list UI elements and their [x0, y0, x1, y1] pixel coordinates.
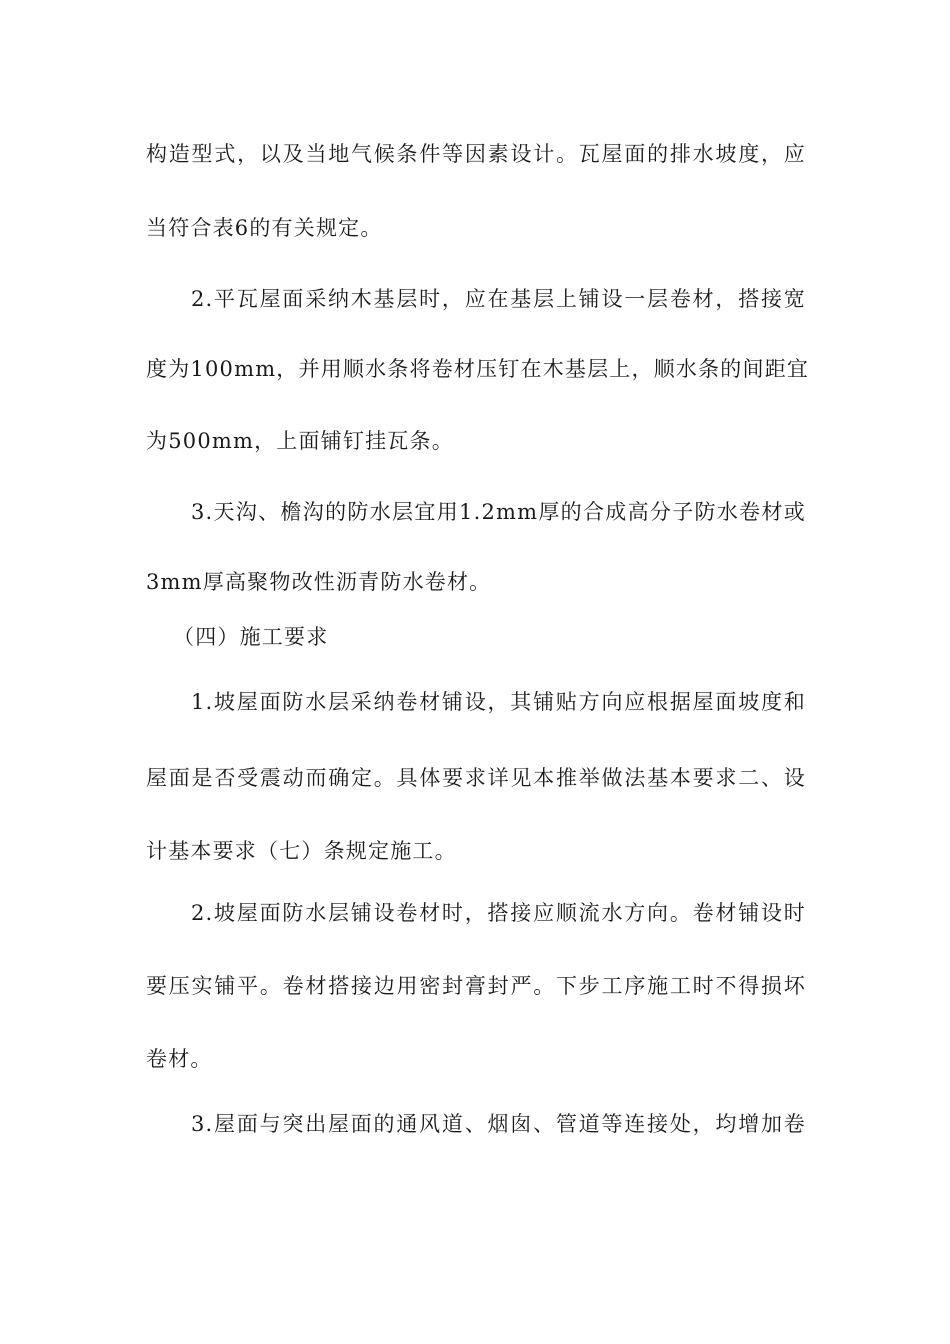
- paragraph-line: 2.坡屋面防水层铺设卷材时，搭接应顺流水方向。卷材铺设时: [191, 901, 806, 925]
- paragraph-line: 度为100mm，并用顺水条将卷材压钉在木基层上，顺水条的间距宜: [146, 357, 810, 381]
- section-heading: （四）施工要求: [173, 625, 329, 649]
- paragraph-line: 3.屋面与突出屋面的通风道、烟囱、管道等连接处，均增加卷: [191, 1112, 806, 1136]
- paragraph-line: 卷材。: [146, 1047, 213, 1071]
- paragraph-line: 构造型式，以及当地气候条件等因素设计。瓦屋面的排水坡度，应: [146, 142, 806, 166]
- paragraph-line: 3mm厚高聚物改性沥青防水卷材。: [146, 570, 492, 594]
- paragraph-line: 1.坡屋面防水层采纳卷材铺设，其铺贴方向应根据屋面坡度和: [191, 690, 806, 714]
- paragraph-line: 2.平瓦屋面采纳木基层时，应在基层上铺设一层卷材，搭接宽: [191, 287, 806, 311]
- paragraph-line: 计基本要求（七）条规定施工。: [146, 839, 457, 863]
- paragraph-line: 当符合表6的有关规定。: [146, 216, 383, 240]
- paragraph-line: 为500mm，上面铺钉挂瓦条。: [146, 429, 454, 453]
- paragraph-line: 3.天沟、檐沟的防水层宜用1.2mm厚的合成高分子防水卷材或: [191, 500, 806, 524]
- paragraph-line: 要压实铺平。卷材搭接边用密封膏封严。下步工序施工时不得损坏: [146, 974, 806, 998]
- paragraph-line: 屋面是否受震动而确定。具体要求详见本推举做法基本要求二、设: [146, 766, 806, 790]
